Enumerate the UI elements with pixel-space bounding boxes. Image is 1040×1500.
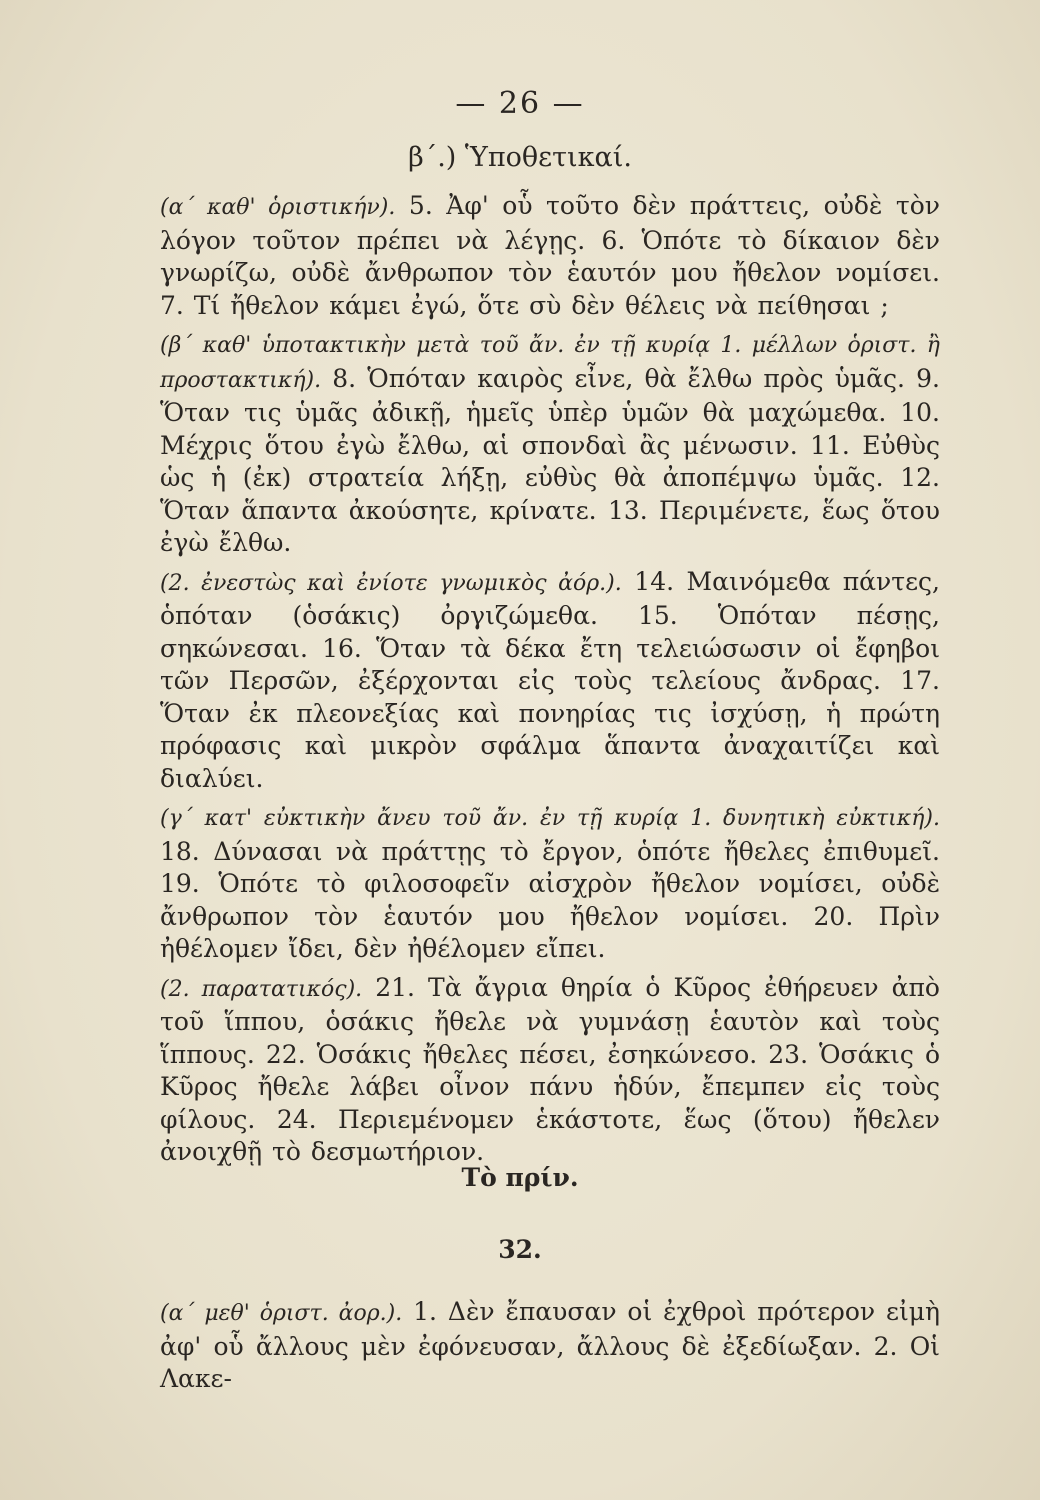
paragraph-text: 8. Ὁπόταν καιρὸς εἶνε, θὰ ἔλθω πρὸς ὑμᾶς. 9. Ὅταν τις ὑμᾶς ἀδικῇ, ἡμεῖς ὑπὲρ ὑμῶν θὰ μαχώμεθα. 10. Μέχρις ὅτου ἐγὼ ἔλθω, αἱ σπονδαὶ ἂς μένωσιν. 11. Εὐθὺς ὡς ἡ (ἐκ) στρατεία λήξῃ, εὐθὺς θὰ ἀποπέμψω ὑμᾶς. 12. Ὅταν ἅπαντα ἀκούσητε, κρίνατε. 13. Περιμένετε, ἕως ὅτου ἐγὼ ἔλθω. bbox=[160, 363, 940, 557]
paragraph-text: 21. Τὰ ἄγρια θηρία ὁ Κῦρος ἐθήρευεν ἀπὸ τοῦ ἵππου, ὁσάκις ἤθελε νὰ γυμνάσῃ ἑαυτὸν καὶ τοὺς ἵππους. 22. Ὁσάκις ἤθελες πέσει, ἐσηκώνεσο. 23. Ὁσάκις ὁ Κῦρος ἤθελε λάβει οἶνον πάνυ ἡδύν, ἔπεμπεν εἰς τοὺς φίλους. 24. Περιεμένομεν ἑκάστοτε, ἕως (ὅτου) ἤθελεν ἀνοιχθῇ τὸ δεσμωτήριον. bbox=[160, 972, 940, 1166]
paragraph-label: (γ΄ κατ' εὐκτικὴν ἄνευ τοῦ ἄν. ἐν τῇ κυρίᾳ 1. δυνητικὴ εὐκτική). bbox=[160, 806, 940, 831]
paragraph-text: 18. Δύνασαι νὰ πράττῃς τὸ ἔργον, ὁπότε ἤθελες ἐπιθυμεῖ. 19. Ὁπότε τὸ φιλοσοφεῖν αἰσχρὸν ἤθελον νομίσει, οὐδὲ ἄνθρωπον τὸν ἑαυτόν μου ἤθελον νομίσει. 20. Πρὶν ἠθέλομεν ἴδει, δὲν ἠθέλομεν εἴπει. bbox=[160, 836, 940, 963]
page-number: — 26 — bbox=[455, 86, 585, 121]
paragraph-label: (2. παρατατικός). bbox=[160, 976, 363, 1002]
paragraph-text: 14. Μαινόμεθα πάντες, ὁπόταν (ὁσάκις) ὀργιζώμεθα. 15. Ὁπόταν πέσῃς, σηκώνεσαι. 16. Ὅταν τὰ δέκα ἔτη τελειώσωσιν οἱ ἔφηβοι τῶν Περσῶν, ἐξέρχονται εἰς τοὺς τελείους ἄνδρας. 17. Ὅταν ἐκ πλεονεξίας καὶ πονηρίας τις ἰσχύσῃ, ἡ πρώτη πρόφασις καὶ μικρὸν σφάλμα ἅπαντα ἀναχαιτίζει καὶ διαλύει. bbox=[160, 566, 940, 793]
paragraph-1 bbox=[160, 190, 940, 322]
paragraph-label: (2. ἐνεστὼς καὶ ἐνίοτε γνωμικὸς ἀόρ.). bbox=[160, 570, 622, 596]
section-heading: β΄.) Ὑποθετικαί. bbox=[408, 142, 632, 173]
paragraph-label: (α΄ μεθ' ὁριστ. ἀορ.). bbox=[160, 1301, 403, 1326]
paragraph-text: 5. Ἀφ' οὗ τοῦτο δὲν πράττεις, οὐδὲ τὸν λόγον τοῦτον πρέπει νὰ λέγῃς. 6. Ὁπότε τὸ δίκαιον δὲν γνωρίζω, οὐδὲ ἄνθρωπον τὸν ἑαυτόν μου ἤθελον νομίσει. 7. Τί ἤθελον κάμει ἐγώ, ὅτε σὺ δὲν θέλεις νὰ πείθησαι ; bbox=[160, 191, 941, 320]
final-paragraph bbox=[160, 1296, 940, 1396]
paragraph-2 bbox=[160, 328, 940, 560]
exercise-block bbox=[160, 190, 940, 1175]
section-number: 32. bbox=[498, 1235, 542, 1264]
exercise-block-2 bbox=[160, 1296, 940, 1402]
paragraph-3 bbox=[160, 566, 940, 796]
paragraph-label: (β΄ καθ' ὑποτακτικὴν μετὰ τοῦ ἄν. ἐν τῇ κυρίᾳ 1. μέλλων ὁριστ. ἢ προστακτική). bbox=[160, 333, 940, 393]
paragraph-4 bbox=[160, 801, 940, 966]
subheading: Τὸ πρίν. bbox=[461, 1163, 579, 1192]
paragraph-5 bbox=[160, 972, 940, 1169]
paragraph-label: (α΄ καθ' ὁριστικήν). bbox=[160, 195, 396, 220]
paragraph-text: 1. Δὲν ἔπαυσαν οἱ ἐχθροὶ πρότερον εἰμὴ ἀφ' οὗ ἄλλους μὲν ἐφόνευσαν, ἄλλους δὲ ἐξεδίωξαν. 2. Οἱ Λακε- bbox=[160, 1297, 940, 1393]
